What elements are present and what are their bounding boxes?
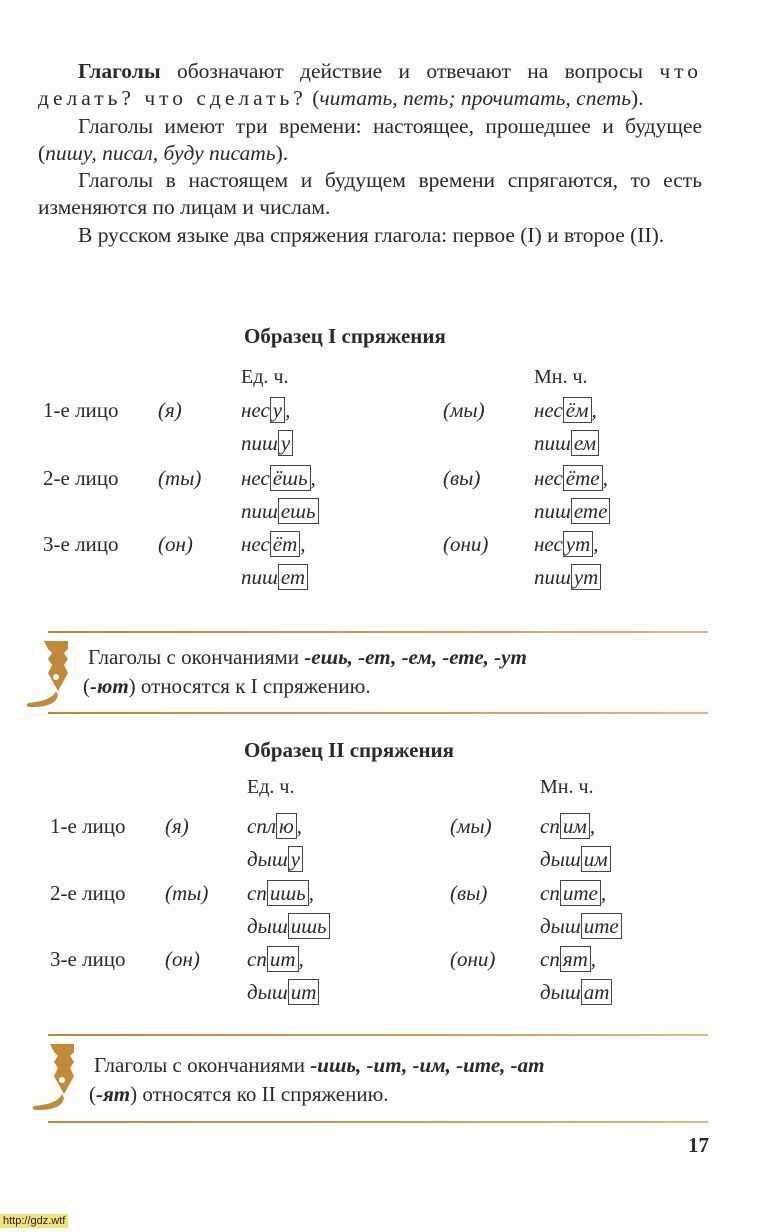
verb-stem: сп	[540, 881, 560, 905]
singular-form	[241, 466, 316, 491]
singular-form	[241, 499, 319, 524]
verb-stem: нес	[241, 466, 270, 490]
ending-box: ит	[288, 979, 320, 1005]
paragraph-1	[38, 58, 702, 113]
endings: -ишь, -ит, -им, -ите, -ат	[310, 1053, 545, 1077]
singular-form	[241, 565, 308, 590]
pronoun: (ты)	[165, 881, 209, 905]
plural-form	[534, 565, 601, 590]
verb-stem: сп	[247, 947, 267, 971]
plural-form	[540, 980, 612, 1005]
divider	[48, 712, 708, 714]
ending-box: у	[288, 846, 303, 872]
ending-box: ите	[581, 913, 622, 939]
divider	[48, 631, 708, 633]
term: Глаголы	[78, 59, 161, 83]
pronoun: (ты)	[158, 466, 202, 490]
ending-box: ишь	[267, 880, 309, 906]
person-label: 1-е лицо	[50, 814, 126, 838]
examples: пишу, писал, буду писать	[45, 140, 276, 165]
ending-box: у	[270, 397, 285, 423]
verb-stem: нес	[241, 398, 270, 422]
verb-stem: пиш	[241, 499, 278, 523]
ending-box: ите	[560, 880, 601, 906]
plural-header: Мн. ч.	[540, 776, 594, 798]
plural-form	[534, 532, 599, 557]
ending-box: ят	[560, 946, 591, 972]
text: (	[306, 86, 320, 111]
pronoun: (он)	[165, 947, 200, 971]
punctuation: ,	[298, 947, 304, 971]
plural-form	[540, 847, 611, 872]
verb-stem: нес	[534, 398, 563, 422]
ending-box: ут	[563, 531, 594, 557]
verb-stem: нес	[534, 532, 563, 556]
punctuation: ,	[600, 881, 607, 905]
punctuation: ,	[285, 398, 291, 422]
plural-pronoun: (мы)	[443, 398, 485, 422]
pen-nib-icon	[22, 637, 82, 717]
paragraph-3: Глаголы в настоящем и будущем времени спрягаются, то есть изменяются по лицам и числам.	[38, 168, 702, 220]
ending-box: ит	[267, 946, 299, 972]
person-label: 3-е лицо	[50, 947, 126, 971]
plural-form	[540, 814, 595, 839]
verb-stem: дыш	[540, 980, 581, 1004]
verb-stem: дыш	[540, 847, 581, 871]
watermark-link[interactable]: http://gdz.wtf	[0, 1214, 68, 1228]
ending-box: ешь	[278, 498, 319, 524]
text: (	[83, 674, 90, 698]
ending-box: ём	[563, 397, 592, 423]
rule-note-2	[89, 1051, 714, 1109]
text: ).	[275, 140, 289, 165]
table-title: Образец I спряжения	[244, 324, 446, 348]
ending-box: ем	[571, 430, 599, 456]
plural-pronoun: (мы)	[450, 814, 492, 838]
verb-stem: пиш	[534, 499, 571, 523]
singular-form	[241, 398, 290, 423]
plural-form	[534, 398, 597, 423]
ending-box: ёшь	[270, 465, 311, 491]
text: Глаголы имеют три времени: настоящее, прошедшее и будущее (	[38, 113, 702, 165]
punctuation: ,	[300, 532, 306, 556]
plural-pronoun: (они)	[450, 947, 496, 971]
verb-stem: дыш	[247, 980, 288, 1004]
ending-box: ет	[278, 564, 308, 590]
singular-form	[247, 814, 302, 839]
ending-box: им	[560, 813, 590, 839]
singular-form	[241, 431, 293, 456]
plural-pronoun: (вы)	[443, 466, 481, 490]
punctuation: ,	[590, 947, 597, 971]
questions: что делать? что сделать?	[38, 59, 702, 111]
pen-nib-icon	[28, 1040, 88, 1120]
singular-header: Ед. ч.	[247, 776, 295, 798]
text: (	[89, 1082, 96, 1106]
text: обозначают действие и отвечают на вопросы	[160, 59, 660, 83]
ending-box: ишь	[288, 913, 330, 939]
punctuation: ,	[589, 814, 595, 838]
singular-form	[247, 881, 314, 906]
verb-stem: пиш	[534, 565, 571, 589]
singular-form	[247, 914, 330, 939]
verb-stem: пиш	[534, 431, 571, 455]
punctuation: ,	[602, 466, 608, 490]
pronoun: (он)	[158, 532, 193, 556]
ending-box: ю	[276, 813, 297, 839]
punctuation: ,	[308, 881, 314, 905]
text: ) относятся к I спряжению.	[128, 674, 371, 698]
page-number: 17	[688, 1133, 709, 1157]
ending-box: ут	[571, 564, 602, 590]
ending-box: ете	[571, 498, 611, 524]
ending-box: ат	[581, 979, 613, 1005]
singular-header: Ед. ч.	[241, 366, 289, 388]
verb-stem: пиш	[241, 431, 278, 455]
verb-stem: дыш	[247, 847, 288, 871]
verb-stem: нес	[241, 532, 270, 556]
ending-box: ёте	[563, 465, 603, 491]
verb-stem: нес	[534, 466, 563, 490]
verb-stem: дыш	[540, 914, 581, 938]
verb-stem: пиш	[241, 565, 278, 589]
plural-form	[534, 431, 599, 456]
punctuation: ,	[593, 532, 599, 556]
plural-form	[534, 499, 610, 524]
plural-form	[540, 947, 596, 972]
rule-note-1	[83, 643, 708, 701]
verb-stem: сп	[540, 947, 560, 971]
verb-stem: дыш	[247, 914, 288, 938]
text: Глаголы с окончаниями	[88, 645, 305, 669]
singular-form	[247, 980, 319, 1005]
table-title: Образец II спряжения	[244, 738, 455, 762]
paragraph-4: В русском языке два спряжения глагола: первое (I) и второе (II).	[78, 222, 665, 247]
pronoun: (я)	[165, 814, 189, 838]
text: Глаголы с окончаниями	[94, 1053, 311, 1077]
endings-alt: -ют	[90, 674, 129, 698]
singular-form	[247, 947, 304, 972]
ending-box: им	[581, 846, 611, 872]
plural-pronoun: (они)	[443, 532, 489, 556]
person-label: 3-е лицо	[43, 532, 119, 556]
verb-stem: сп	[247, 881, 267, 905]
divider	[48, 1121, 708, 1123]
verb-stem: сп	[540, 814, 560, 838]
punctuation: ,	[296, 814, 303, 838]
endings: -ешь, -ет, -ем, -ете, -ут	[304, 645, 527, 669]
divider	[48, 1034, 708, 1036]
endings-alt: -ят	[96, 1082, 131, 1106]
verb-stem: спл	[247, 814, 276, 838]
plural-form	[534, 466, 608, 491]
person-label: 2-е лицо	[50, 881, 126, 905]
plural-form	[540, 914, 622, 939]
punctuation: ,	[310, 466, 316, 490]
plural-form	[540, 881, 606, 906]
ending-box: у	[278, 430, 293, 456]
ending-box: ёт	[270, 531, 301, 557]
text: ) относятся ко II спряжению.	[130, 1082, 389, 1106]
plural-header: Мн. ч.	[534, 366, 588, 388]
paragraph-2	[38, 113, 702, 168]
text: ).	[631, 86, 644, 111]
plural-pronoun: (вы)	[450, 881, 488, 905]
singular-form	[247, 847, 303, 872]
person-label: 2-е лицо	[43, 466, 119, 490]
examples: читать, петь; прочитать, спеть	[319, 86, 632, 111]
intro-text	[38, 58, 702, 249]
person-label: 1-е лицо	[43, 398, 119, 422]
punctuation: ,	[591, 398, 597, 422]
pronoun: (я)	[158, 398, 182, 422]
singular-form	[241, 532, 306, 557]
